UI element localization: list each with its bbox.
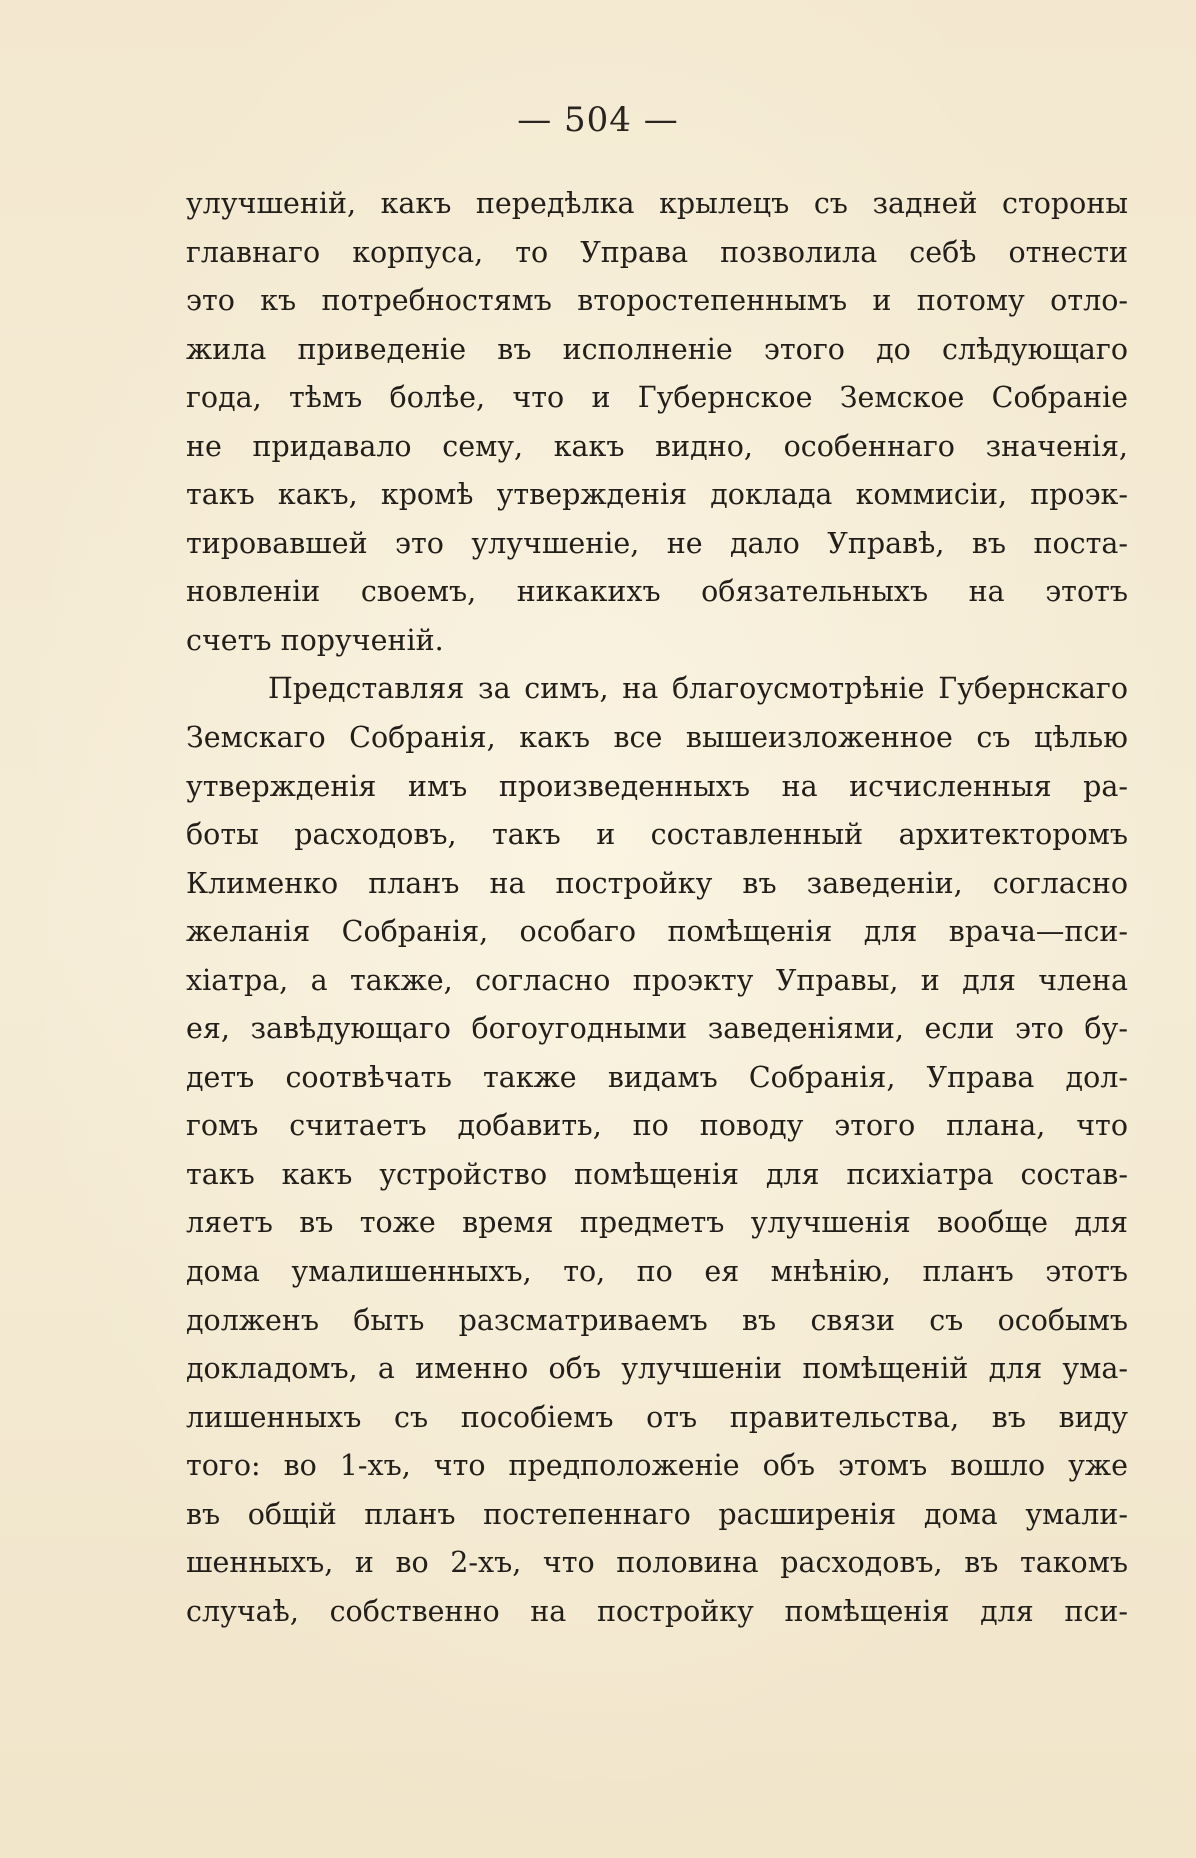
text-line: долженъ быть разсматриваемъ въ связи съ особымъ: [186, 1303, 1128, 1337]
body-text: [186, 180, 1128, 1636]
text-line: Представляя за симъ, на благоусмотрѣніе Губернскаго: [268, 672, 1128, 706]
text-line: докладомъ, а именно объ улучшеніи помѣщеній для ума-: [186, 1352, 1128, 1386]
text-line: гомъ считаетъ добавить, по поводу этого плана, что: [186, 1109, 1128, 1143]
text-line: года, тѣмъ болѣе, что и Губернское Земское Собраніе: [186, 381, 1128, 415]
text-line: тировавшей это улучшеніе, не дало Управѣ, въ поста-: [186, 526, 1128, 560]
text-line: не придавало сему, какъ видно, особеннаго значенія,: [186, 429, 1128, 463]
text-line: желанія Собранія, особаго помѣщенія для врача—пси-: [186, 915, 1128, 949]
text-line: это къ потребностямъ второстепеннымъ и потому отло-: [186, 284, 1128, 318]
text-line: Земскаго Собранія, какъ все вышеизложенное съ цѣлью: [186, 721, 1128, 755]
text-line: лишенныхъ съ пособіемъ отъ правительства, въ виду: [186, 1400, 1128, 1434]
text-line: счетъ порученій.: [186, 623, 444, 657]
text-line: Клименко планъ на постройку въ заведеніи, согласно: [186, 866, 1128, 900]
text-line: такъ какъ, кромѣ утвержденія доклада коммисіи, проэк-: [186, 478, 1128, 512]
text-line: утвержденія имъ произведенныхъ на исчисленныя ра-: [186, 769, 1128, 803]
text-line: ея, завѣдующаго богоугодными заведеніями, если это бу-: [186, 1012, 1128, 1046]
text-line: главнаго корпуса, то Управа позволила себѣ отнести: [186, 235, 1128, 269]
text-line: такъ какъ устройство помѣщенія для психіатра состав-: [186, 1157, 1128, 1191]
text-line: шенныхъ, и во 2-хъ, что половина расходовъ, въ такомъ: [186, 1546, 1128, 1580]
text-line: новленіи своемъ, никакихъ обязательныхъ на этотъ: [186, 575, 1128, 609]
text-line: ляетъ въ тоже время предметъ улучшенія вообще для: [186, 1206, 1128, 1240]
page-number: — 504 —: [517, 100, 679, 140]
text-line: жила приведеніе въ исполненіе этого до слѣдующаго: [186, 332, 1128, 366]
text-line: случаѣ, собственно на постройку помѣщенія для пси-: [186, 1594, 1128, 1628]
text-line: улучшеній, какъ передѣлка крылецъ съ задней стороны: [186, 187, 1128, 220]
text-line: хіатра, а также, согласно проэкту Управы, и для члена: [186, 963, 1128, 997]
text-line: боты расходовъ, такъ и составленный архитекторомъ: [186, 818, 1128, 852]
text-line: дома умалишенныхъ, то, по ея мнѣнію, планъ этотъ: [186, 1255, 1128, 1289]
text-line: того: во 1-хъ, что предположеніе объ этомъ вошло уже: [186, 1449, 1128, 1483]
text-line: въ общій планъ постепеннаго расширенія дома умали-: [186, 1497, 1128, 1531]
text-line: детъ соотвѣчать также видамъ Собранія, Управа дол-: [186, 1060, 1128, 1094]
